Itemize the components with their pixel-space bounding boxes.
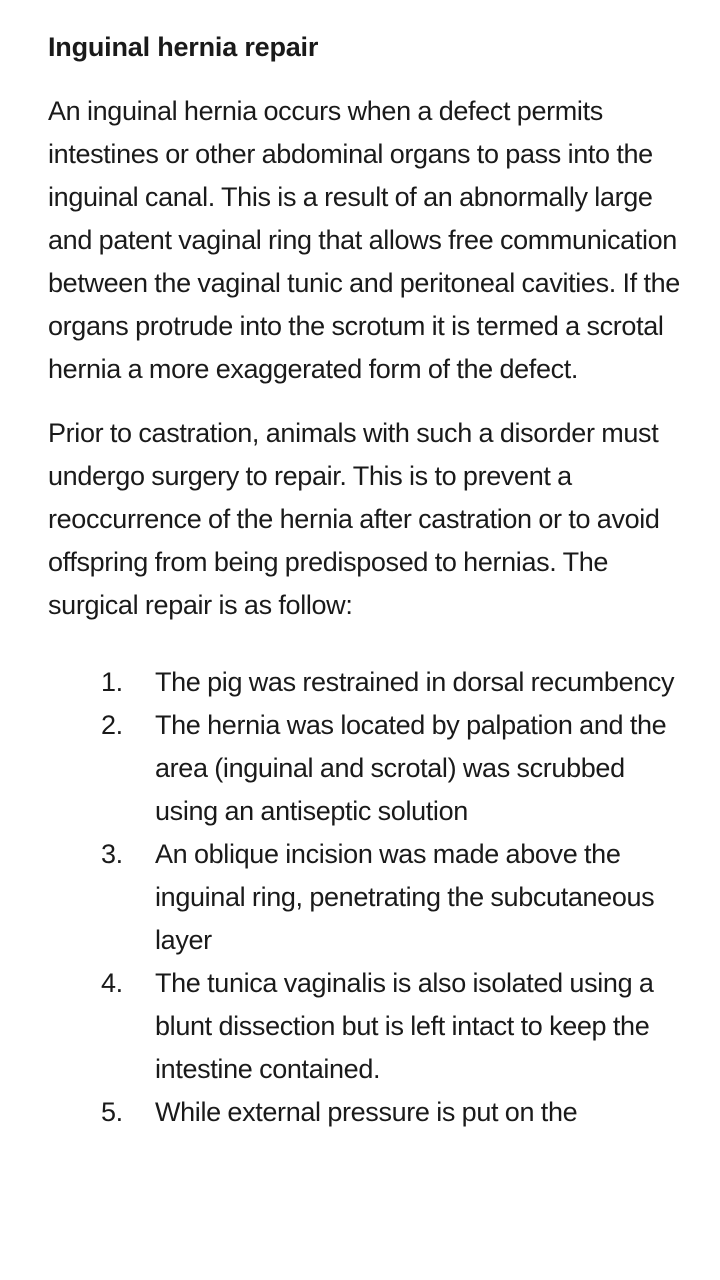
list-item xyxy=(48,704,688,833)
paragraph-definition: An inguinal hernia occurs when a defect permits intestines or other abdominal organs to pass into the inguinal canal. This is a result of an abnormally large and patent vaginal ring that allows free communication between the vaginal tunic and peritoneal cavities. If the organs protrude into the scrotum it is termed a scrotal hernia a more exaggerated form of the defect. xyxy=(48,96,680,384)
step-text: An oblique incision was made above the inguinal ring, penetrating the subcutaneous layer xyxy=(155,839,655,955)
step-text: The hernia was located by palpation and the area (inguinal and scrotal) was scrubbed using an antiseptic solution xyxy=(155,710,667,826)
list-item xyxy=(48,962,688,1091)
step-number: 4. xyxy=(101,968,123,998)
list-item xyxy=(48,1091,688,1134)
document-title: Inguinal hernia repair xyxy=(48,32,319,62)
step-number: 5. xyxy=(101,1097,123,1127)
step-text: The tunica vaginalis is also isolated using a blunt dissection but is left intact to keep the intestine contained. xyxy=(155,968,654,1084)
list-item xyxy=(48,833,688,962)
list-item xyxy=(48,661,688,704)
step-number: 2. xyxy=(101,710,123,740)
step-text: While external pressure is put on the xyxy=(155,1097,578,1127)
step-number: 3. xyxy=(101,839,123,869)
procedure-steps-list xyxy=(48,661,688,1134)
paragraph-procedure-intro: Prior to castration, animals with such a disorder must undergo surgery to repair. This is to prevent a reoccurrence of the hernia after castration or to avoid offspring from being predisposed to hernias. The surgical repair is as follow: xyxy=(48,418,660,620)
step-number: 1. xyxy=(101,667,123,697)
step-text: The pig was restrained in dorsal recumbency xyxy=(155,667,675,697)
document-page xyxy=(48,26,688,1134)
